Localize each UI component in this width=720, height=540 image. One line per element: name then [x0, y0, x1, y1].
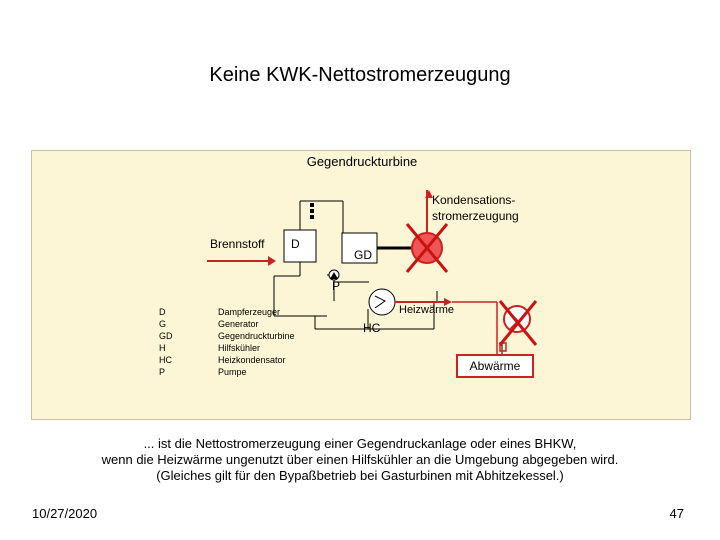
legend-descriptions	[218, 306, 295, 378]
label-heizwaerme: Heizwärme	[399, 304, 455, 316]
legend-text: Gegendruckturbine	[218, 331, 295, 341]
legend-text: Heizkondensator	[218, 355, 286, 365]
legend-abbr: GD	[159, 331, 173, 341]
label-kondensation-line2: stromerzeugung	[432, 209, 519, 223]
legend-abbr: H	[159, 343, 166, 353]
legend-abbr: D	[159, 307, 166, 317]
fuel-arrowhead	[268, 256, 276, 266]
legend-abbr: P	[159, 367, 166, 377]
heat-condenser-hc	[369, 289, 395, 315]
label-brennstoff: Brennstoff	[210, 237, 265, 251]
diagram-heading: Gegendruckturbine	[306, 154, 418, 169]
caption	[0, 436, 720, 484]
diagram-drawing	[32, 151, 692, 421]
diagram-panel	[31, 150, 691, 420]
valve-marks	[310, 203, 314, 219]
legend-abbr: HC	[159, 355, 172, 365]
legend-abbr: G	[159, 319, 167, 329]
slide-title: Keine KWK-Nettostromerzeugung	[209, 64, 511, 86]
legend-text: Generator	[218, 319, 259, 329]
legend-text: Pumpe	[218, 367, 247, 377]
slide-page-number: 47	[669, 506, 684, 521]
label-p: P	[332, 279, 341, 293]
legend-abbreviations	[159, 306, 173, 378]
legend-text: Dampferzeuger	[218, 307, 281, 317]
legend-text: Hilfskühler	[218, 343, 261, 353]
label-gd: GD	[354, 248, 372, 262]
slide-date: 10/27/2020	[32, 506, 98, 521]
caption-line1: ... ist die Nettostromerzeugung einer Gegendruckanlage oder eines BHKW,	[143, 436, 577, 451]
piping	[274, 201, 502, 354]
label-hc: HC	[363, 321, 381, 335]
steam-generator-d	[284, 230, 316, 262]
label-abwaerme: Abwärme	[456, 354, 534, 378]
caption-line2: wenn die Heizwärme ungenutzt über einen Hilfskühler an die Umgebung abgegeben wird.	[101, 452, 619, 467]
caption-line3: (Gleiches gilt für den Bypaßbetrieb bei Gasturbinen mit Abhitzekessel.)	[156, 468, 564, 483]
label-kondensation-line1: Kondensations-	[432, 193, 516, 207]
label-d: D	[291, 237, 300, 251]
